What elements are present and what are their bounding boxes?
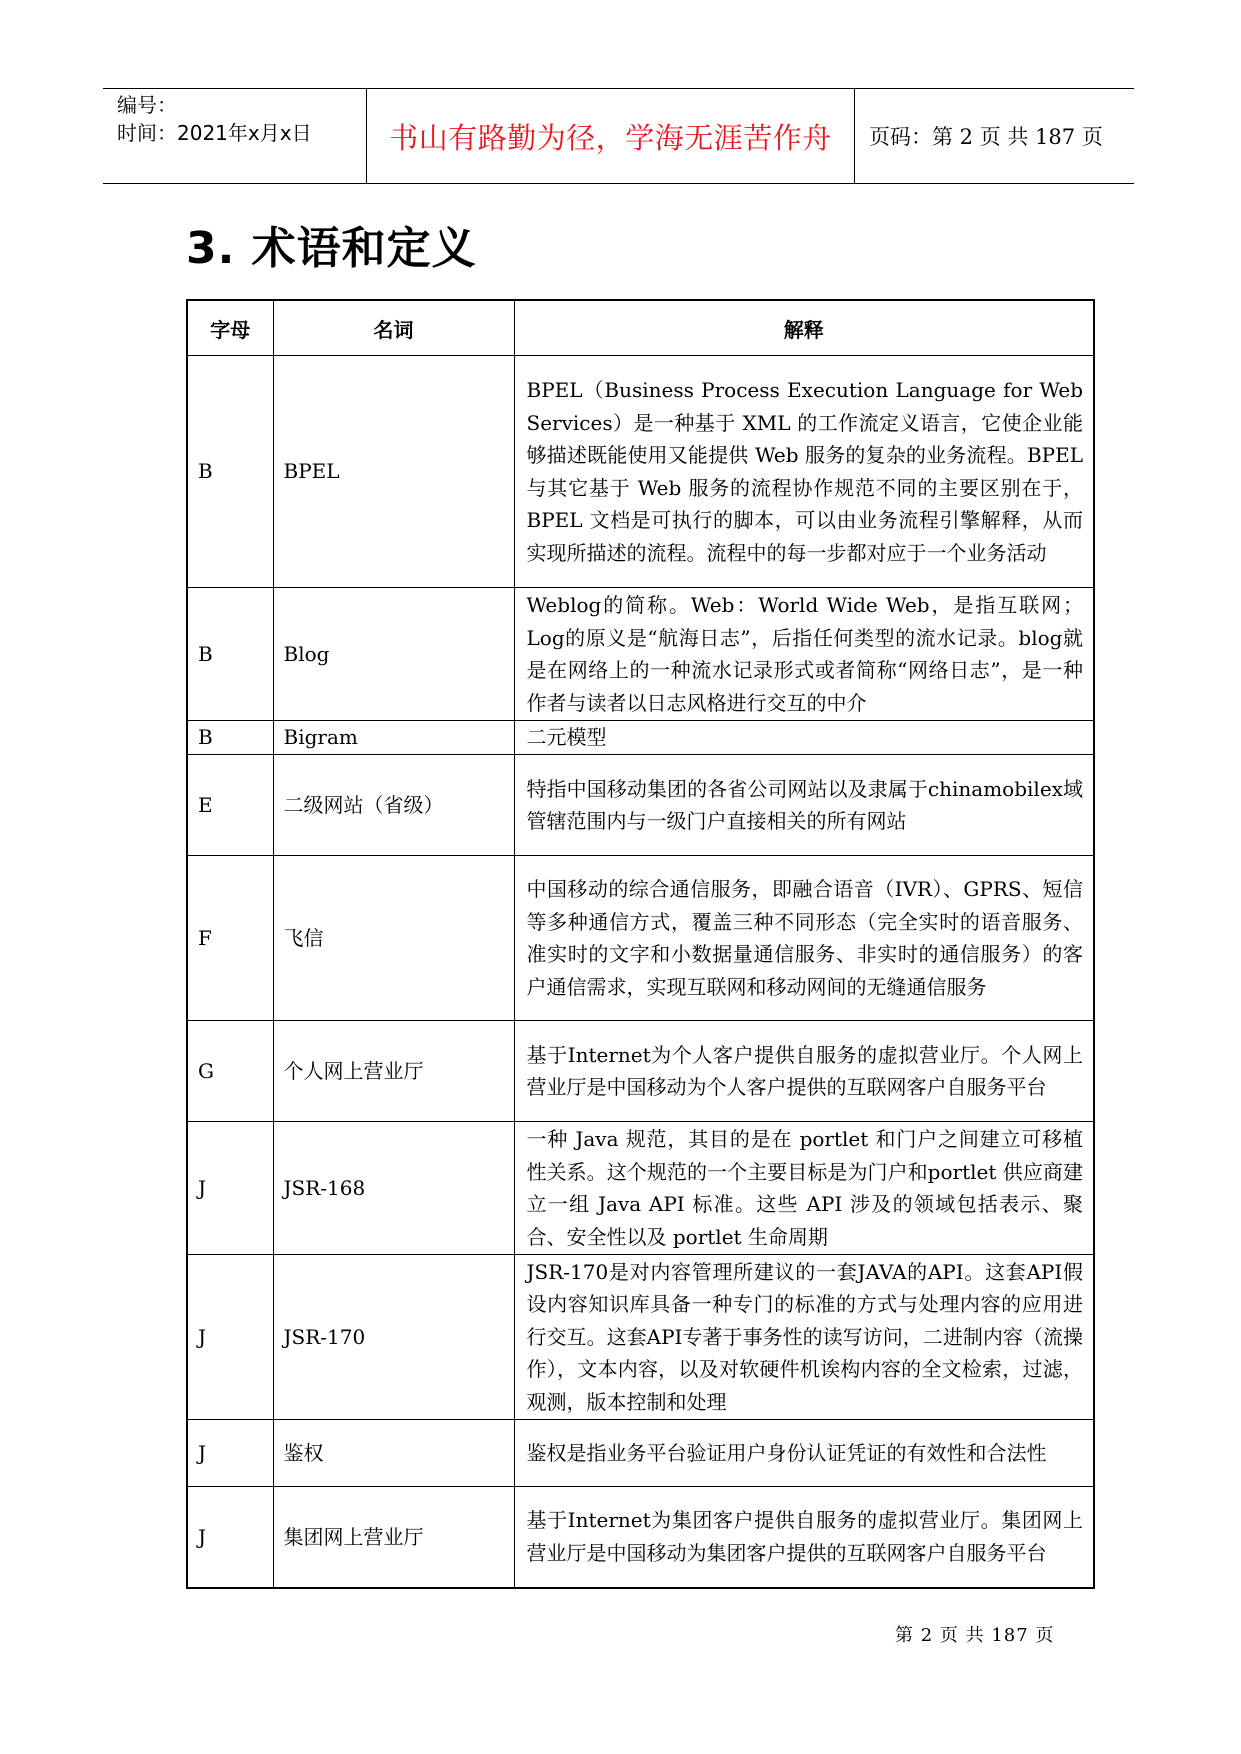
table-row [187, 1420, 1094, 1487]
table-row [187, 721, 1094, 755]
table-row [187, 755, 1094, 856]
cell-term: JSR-170 [273, 1255, 514, 1420]
cell-explanation: JSR-170是对内容管理所建议的一套JAVA的API。这套API假设内容知识库具备一种专门的标准的方式与处理内容的应用进行交互。这套API专著于事务性的读写访问，二进制内容（流操作），文本内容，以及对软硬件机诶构内容的全文检索，过滤，观测，版本控制和处理 [514, 1255, 1094, 1420]
header-meta [117, 91, 357, 147]
cell-term: Blog [273, 588, 514, 721]
page-header [103, 88, 1134, 184]
cell-term: 鉴权 [273, 1420, 514, 1487]
cell-letter: E [187, 755, 273, 856]
cell-term: 集团网上营业厅 [273, 1487, 514, 1588]
table-row [187, 1122, 1094, 1255]
header-page-info: 页码：第 2 页 共 187 页 [869, 125, 1103, 149]
cell-term: JSR-168 [273, 1122, 514, 1255]
cell-explanation: 特指中国移动集团的各省公司网站以及隶属于chinamobilex域管辖范围内与一级门户直接相关的所有网站 [514, 755, 1094, 856]
table-row [187, 856, 1094, 1021]
cell-term: Bigram [273, 721, 514, 755]
cell-letter: B [187, 588, 273, 721]
cell-explanation: Weblog的简称。Web：World Wide Web，是指互联网；Log的原义是“航海日志”，后指任何类型的流水记录。blog就是在网络上的一种流水记录形式或者简称“网络日志”，是一种作者与读者以日志风格进行交互的中介 [514, 588, 1094, 721]
table-row [187, 1255, 1094, 1420]
cell-term: 飞信 [273, 856, 514, 1021]
cell-letter: J [187, 1255, 273, 1420]
table-row [187, 1021, 1094, 1122]
doc-number-label: 编号： [117, 93, 177, 117]
cell-letter: F [187, 856, 273, 1021]
cell-explanation: 基于Internet为集团客户提供自服务的虚拟营业厅。集团网上营业厅是中国移动为集团客户提供的互联网客户自服务平台 [514, 1487, 1094, 1588]
cell-explanation: 鉴权是指业务平台验证用户身份认证凭证的有效性和合法性 [514, 1420, 1094, 1487]
header-motto: 书山有路勤为径，学海无涯苦作舟 [389, 120, 832, 155]
header-term: 名词 [273, 300, 514, 356]
terms-table [186, 299, 1095, 1589]
cell-letter: J [187, 1122, 273, 1255]
cell-letter: J [187, 1420, 273, 1487]
cell-letter: B [187, 721, 273, 755]
table-row [187, 1487, 1094, 1588]
page-footer: 第 2 页 共 187 页 [895, 1625, 1055, 1646]
section-title: 3. 术语和定义 [186, 223, 477, 274]
cell-explanation: 基于Internet为个人客户提供自服务的虚拟营业厅。个人网上营业厅是中国移动为个人客户提供的互联网客户自服务平台 [514, 1021, 1094, 1122]
cell-explanation: BPEL（Business Process Execution Language for Web Services）是一种基于 XML 的工作流定义语言，它使企业能够描述既能使用又能提供 Web 服务的复杂的业务流程。BPEL 与其它基于 Web 服务的流程协作规范不同的主要区别在于，BPEL 文档是可执行的脚本，可以由业务流程引擎解释，从而实现所描述的流程。流程中的每一步都对应于一个业务活动 [514, 356, 1094, 588]
table-header-row [187, 300, 1094, 356]
header-letter: 字母 [187, 300, 273, 356]
cell-explanation: 二元模型 [514, 721, 1094, 755]
cell-explanation: 一种 Java 规范，其目的是在 portlet 和门户之间建立可移植性关系。这个规范的一个主要目标是为门户和portlet 供应商建立一组 Java API 标准。这些 API 涉及的领域包括表示、聚合、安全性以及 portlet 生命周期 [514, 1122, 1094, 1255]
cell-letter: B [187, 356, 273, 588]
cell-term: 二级网站（省级） [273, 755, 514, 856]
cell-term: BPEL [273, 356, 514, 588]
table-row [187, 588, 1094, 721]
doc-time-label: 时间：2021年x月x日 [117, 121, 312, 145]
header-explanation: 解释 [514, 300, 1094, 356]
table-row [187, 356, 1094, 588]
cell-letter: J [187, 1487, 273, 1588]
cell-explanation: 中国移动的综合通信服务，即融合语音（IVR）、GPRS、短信等多种通信方式，覆盖三种不同形态（完全实时的语音服务、准实时的文字和小数据量通信服务、非实时的通信服务）的客户通信需求，实现互联网和移动网间的无缝通信服务 [514, 856, 1094, 1021]
cell-letter: G [187, 1021, 273, 1122]
cell-term: 个人网上营业厅 [273, 1021, 514, 1122]
